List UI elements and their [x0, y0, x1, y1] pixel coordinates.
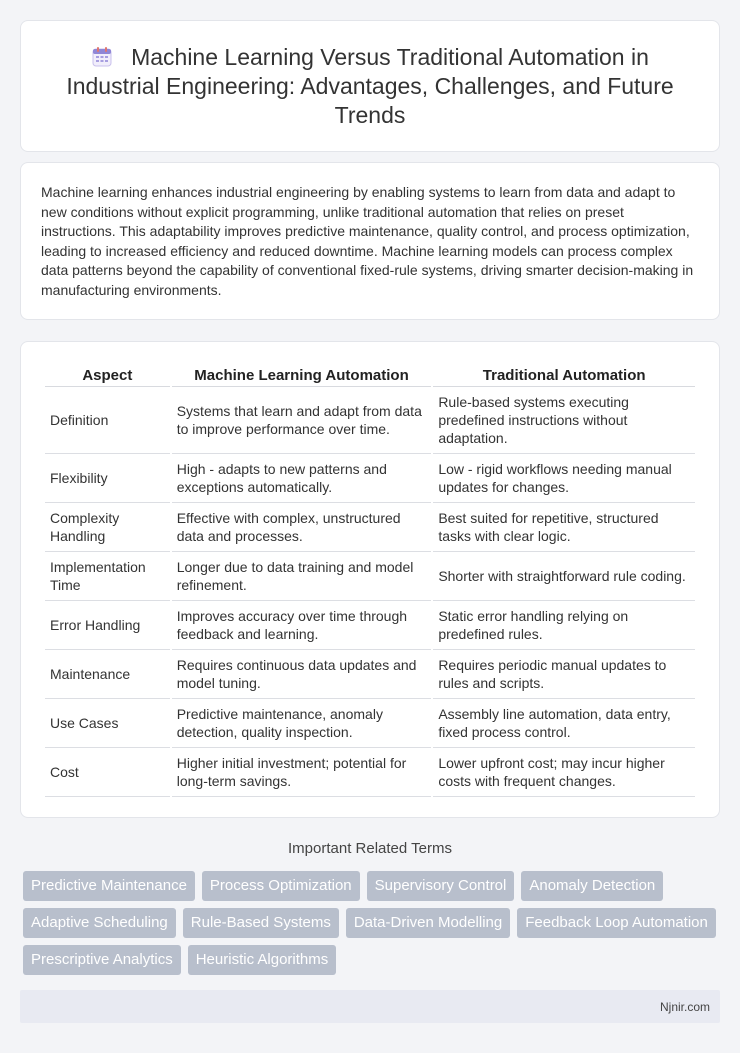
row-traditional-value: Shorter with straightforward rule coding. [433, 552, 695, 601]
row-aspect: Error Handling [45, 601, 170, 650]
intro-card [20, 162, 720, 320]
table-row [45, 552, 695, 601]
footer [20, 990, 720, 1023]
table-header-row [45, 362, 695, 387]
tag-predictive-maintenance[interactable]: Predictive Maintenance [23, 871, 195, 901]
row-ml-value: Improves accuracy over time through feedback and learning. [172, 601, 432, 650]
row-aspect: Complexity Handling [45, 503, 170, 552]
page-title-text: Machine Learning Versus Traditional Automation in Industrial Engineering: Advantages, Challenges, and Future Trends [66, 43, 674, 128]
row-ml-value: Longer due to data training and model refinement. [172, 552, 432, 601]
table-row [45, 650, 695, 699]
row-traditional-value: Lower upfront cost; may incur higher costs with frequent changes. [433, 748, 695, 797]
tag-rule-based-systems[interactable]: Rule-Based Systems [183, 908, 339, 938]
related-terms-list [23, 871, 723, 975]
row-ml-value: Requires continuous data updates and model tuning. [172, 650, 432, 699]
table-row [45, 387, 695, 454]
row-ml-value: Predictive maintenance, anomaly detection, quality inspection. [172, 699, 432, 748]
row-aspect: Implementation Time [45, 552, 170, 601]
footer-site-link[interactable]: Njnir.com [659, 999, 710, 1014]
header-traditional: Traditional Automation [433, 362, 695, 387]
tag-heuristic-algorithms[interactable]: Heuristic Algorithms [188, 945, 337, 975]
tag-data-driven-modelling[interactable]: Data-Driven Modelling [346, 908, 510, 938]
row-aspect: Use Cases [45, 699, 170, 748]
row-ml-value: Higher initial investment; potential for long-term savings. [172, 748, 432, 797]
table-row [45, 601, 695, 650]
tag-anomaly-detection[interactable]: Anomaly Detection [521, 871, 663, 901]
row-aspect: Maintenance [45, 650, 170, 699]
tag-process-optimization[interactable]: Process Optimization [202, 871, 360, 901]
tag-adaptive-scheduling[interactable]: Adaptive Scheduling [23, 908, 176, 938]
comparison-table-card [20, 341, 720, 818]
header-aspect: Aspect [45, 362, 170, 387]
related-terms-heading: Important Related Terms [288, 840, 452, 857]
tag-prescriptive-analytics[interactable]: Prescriptive Analytics [23, 945, 181, 975]
title-card [20, 20, 720, 152]
row-aspect: Flexibility [45, 454, 170, 503]
row-ml-value: Systems that learn and adapt from data to improve performance over time. [172, 387, 432, 454]
tag-feedback-loop-automation[interactable]: Feedback Loop Automation [517, 908, 716, 938]
row-traditional-value: Rule-based systems executing predefined instructions without adaptation. [433, 387, 695, 454]
header-machine-learning: Machine Learning Automation [172, 362, 432, 387]
row-traditional-value: Static error handling relying on predefined rules. [433, 601, 695, 650]
table-row [45, 699, 695, 748]
page-title [51, 43, 689, 130]
row-traditional-value: Requires periodic manual updates to rules and scripts. [433, 650, 695, 699]
row-traditional-value: Best suited for repetitive, structured tasks with clear logic. [433, 503, 695, 552]
comparison-table [43, 362, 697, 797]
calendar-icon [91, 46, 113, 68]
table-row [45, 454, 695, 503]
row-traditional-value: Assembly line automation, data entry, fixed process control. [433, 699, 695, 748]
tag-supervisory-control[interactable]: Supervisory Control [367, 871, 515, 901]
intro-paragraph: Machine learning enhances industrial engineering by enabling systems to learn from data and adapt to new conditions without explicit programming, unlike traditional automation that relies on preset instructions. This adaptability improves predictive maintenance, quality control, and process optimization, leading to increased efficiency and reduced downtime. Machine learning models can process complex data patterns beyond the capability of conventional fixed-rule systems, driving smarter decision-making in manufacturing environments. [41, 184, 694, 298]
row-ml-value: Effective with complex, unstructured data and processes. [172, 503, 432, 552]
row-aspect: Definition [45, 387, 170, 454]
table-row [45, 503, 695, 552]
row-traditional-value: Low - rigid workflows needing manual updates for changes. [433, 454, 695, 503]
row-ml-value: High - adapts to new patterns and exceptions automatically. [172, 454, 432, 503]
row-aspect: Cost [45, 748, 170, 797]
table-row [45, 748, 695, 797]
